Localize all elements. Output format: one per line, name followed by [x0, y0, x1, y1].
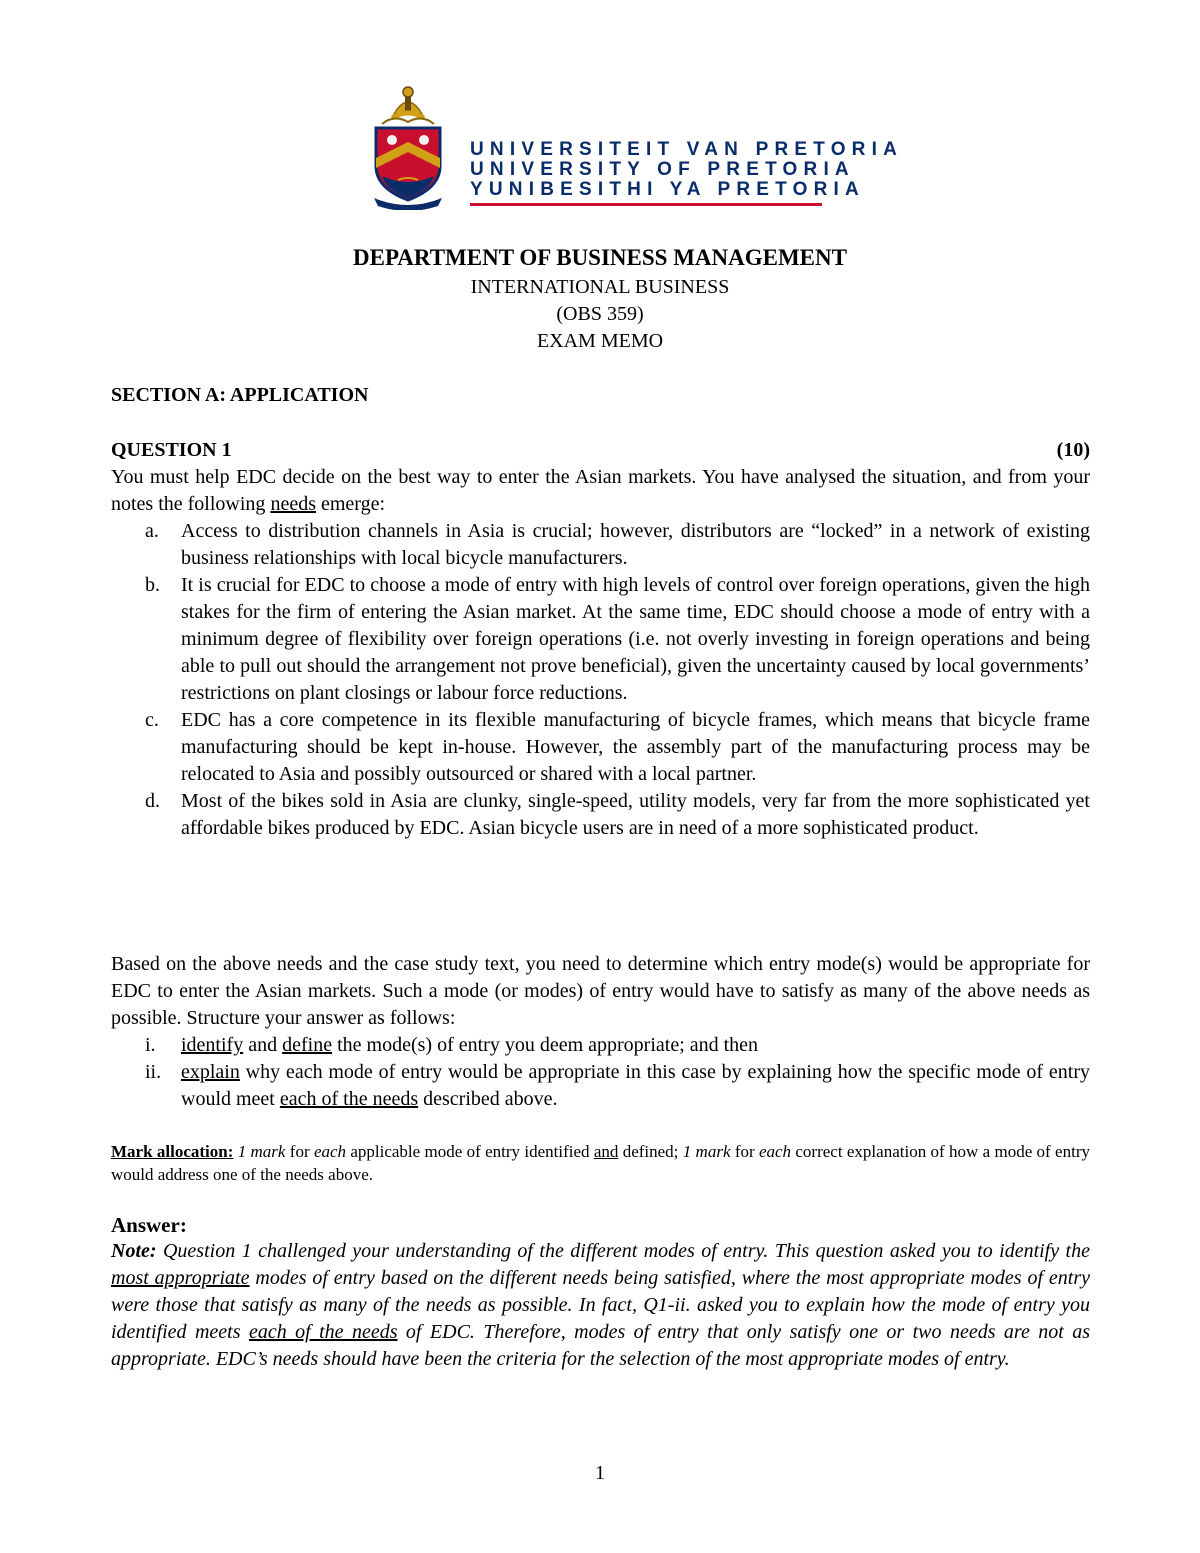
- document-type: EXAM MEMO: [536, 330, 664, 352]
- section-heading: SECTION A: APPLICATION: [111, 384, 369, 406]
- university-name-sepedi: YUNIBESITHI YA PRETORIA: [470, 179, 865, 200]
- answer-heading: Answer:: [111, 1213, 187, 1237]
- department-title: DEPARTMENT OF BUSINESS MANAGEMENT: [353, 245, 847, 270]
- list-item: a. Access to distribution channels in Asia is crucial; however, distributors are “locked” in a network of existing business relationships with local bicycle manufacturers.: [145, 520, 1090, 569]
- based-on-paragraph: Based on the above needs and the case study text, you need to determine which entry mode(s) would be appropriate for EDC to enter the Asian markets. Such a mode (or modes) of entry would have to satisfy as many of the above needs as possible. Structure your answer as follows:: [111, 953, 1090, 1029]
- list-item: d. Most of the bikes sold in Asia are clunky, single-speed, utility models, very far from the more sophisticated yet affordable bikes produced by EDC. Asian bicycle users are in need of a more sophisticated product.: [145, 790, 1090, 839]
- course-title: INTERNATIONAL BUSINESS: [470, 276, 730, 298]
- question-label: QUESTION 1: [111, 439, 232, 461]
- university-name-block: [470, 140, 903, 206]
- question-header: [111, 437, 1090, 464]
- list-item: ii. explain why each mode of entry would be appropriate in this case by explaining how the specific mode of entry would meet each of the needs described above.: [145, 1061, 1090, 1110]
- question-1-block: [111, 437, 1090, 518]
- university-name-english: UNIVERSITY OF PRETORIA: [470, 159, 855, 180]
- list-item: c. EDC has a core competence in its flexible manufacturing of bicycle frames, which means that bicycle frame manufacturing should be kept in-house. However, the assembly part of the manufacturing process may be relocated to Asia and possibly outsourced or shared with a local partner.: [145, 709, 1090, 785]
- university-name-afrikaans: UNIVERSITEIT VAN PRETORIA: [470, 139, 903, 160]
- list-item: i. identify and define the mode(s) of entry you deem appropriate; and then: [145, 1034, 759, 1056]
- answer-structure-list: [111, 1032, 1090, 1113]
- course-code: (OBS 359): [556, 303, 644, 325]
- answer-note: Note: Question 1 challenged your understanding of the different modes of entry. This question asked you to identify the most appropriate modes of entry based on the different needs being satisfied, where the most appropriate modes of entry were those that satisfy as many of the needs as possible. In fact, Q1-ii. asked you to explain how the mode of entry you identified meets each of the needs of EDC. Therefore, modes of entry that only satisfy one or two needs are not as appropriate. EDC’s needs should have been the criteria for the selection of the most appropriate modes of entry.: [111, 1240, 1091, 1370]
- question-intro: You must help EDC decide on the best way to enter the Asian markets. You have analysed the situation, and from your notes the following needs emerge:: [111, 466, 1090, 515]
- question-marks: (10): [1056, 439, 1090, 461]
- list-item: b. It is crucial for EDC to choose a mode of entry with high levels of control over foreign operations, given the high stakes for the firm of entering the Asian market. At the same time, EDC should choose a mode of entry with a minimum degree of flexibility over foreign operations (i.e. not overly investing in foreign operations and being able to pull out should the arrangement not prove beneficial), given the uncertainty caused by local governments’ restrictions on plant closings or labour force reductions.: [145, 574, 1090, 704]
- header-rule: [470, 203, 822, 206]
- university-crest-logo: [368, 84, 448, 215]
- mark-allocation: Mark allocation: 1 mark for each applicable mode of entry identified and defined; 1 mark for each correct explanation of how a mode of entry would address one of the needs above.: [111, 1142, 1090, 1184]
- page-number: 1: [595, 1462, 605, 1484]
- needs-list: [111, 518, 1090, 842]
